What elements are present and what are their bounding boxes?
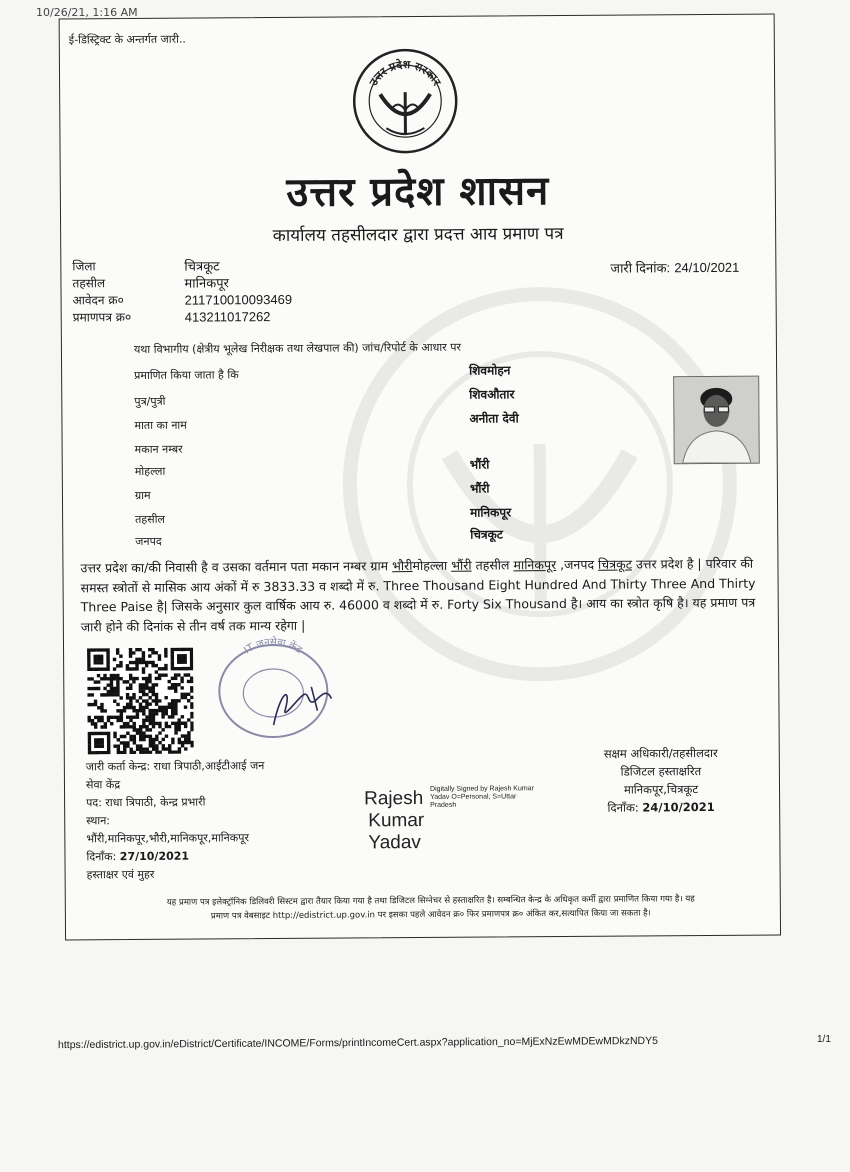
field-label: माता का नाम [134,418,186,433]
page-number: 1/1 [817,1034,831,1045]
stamp-text: IT जनसेवा केंद्र [242,636,304,657]
field-value: भौंरी [470,480,490,497]
field-label: पुत्र/पुत्री [134,394,165,409]
issuer-details [86,757,265,884]
village-name: भौरी [392,558,412,573]
meta-row-district [72,257,292,276]
field-value: भौंरी [470,456,490,473]
body-text: ,जनपद [556,557,598,572]
field-label: प्रमाणित किया जाता है कि [134,367,239,383]
body-text: उत्तर प्रदेश है | परिवार की समस्त स्त्रोतों से मासिक आय अंकों में रु 3833.33 व शब्दो में रु. Three Thousand Eight Hundred And Thirty Three And Thirty Three Paise है| जिसके अनुसार कुल वार्षिक आय रु. 46000 व शब्दो में रु. Forty Six Thousand है। आय का स्त्रोत कृषि है। यह प्रमाण पत्र जारी होने की दिनांक से तीन वर्ष तक मान्य रहेगा | [81,556,756,634]
print-timestamp: 10/26/21, 1:16 AM [36,6,138,19]
footer-note [87,892,775,925]
certificate-body-paragraph [80,554,757,637]
tehsil-name: मानिकपूर [513,557,556,572]
footer-note-line: प्रमाण पत्र वेबसाइट http://edistrict.up.gov.in पर इसका पहले आवेदन क्र० फिर प्रमाणपत्र क्र० अंकित कर,सत्यापित किया जा सकता है। [87,906,775,925]
svg-text:उत्तर प्रदेश सरकार [366,57,443,89]
intro-text: यथा विभागीय (क्षेत्रीय भूलेख निरीक्षक तथा लेखपाल की) जांच/रिपोर्ट के आधार पर [134,340,461,357]
issuer-center-cont: सेवा केंद्र [86,775,265,794]
qr-code-icon [87,648,194,755]
field-label: तहसील [135,512,165,527]
field-value: मानिकपूर [470,503,511,520]
svg-text:IT जनसेवा केंद्र [242,636,304,657]
meta-label: आवेदन क्र० [73,292,185,310]
signer-name-line: Kumar [364,810,424,832]
field-value: चित्रकूट [470,525,503,542]
digital-signature-name [364,788,424,854]
issue-date-value: 24/10/2021 [674,260,739,275]
digital-signature-note: Digitally Signed by Rajesh Kumar Yadav O=Personal, S=Uttar Pradesh [430,785,540,810]
issuer-place: भौंरी,मानिकपूर,भौरी,मानिकपूर,मानिकपूर [86,829,265,848]
authority-date [566,798,756,817]
signer-name-line: Yadav [364,832,424,854]
footer-note-line: यह प्रमाण पत्र इलेक्ट्रॉनिक डिलिवरी सिस्टम द्वारा तैयार किया गया है तथा डिजिटल सिग्नेचर से हस्ताक्षरित है। सम्बन्धित केन्द्र के अधिकृत कर्मी द्वारा प्रमाणित किया गया है। यह [87,892,775,911]
meta-value: चित्रकूट [184,257,219,274]
field-value: अनीता देवी [469,409,518,426]
page-url: https://edistrict.up.gov.in/eDistrict/Certificate/INCOME/Forms/printIncomeCert.aspx?application_no=MjExNzEwMDEwMDkzNDY5 [58,1035,658,1051]
field-value: शिवऔतार [469,385,514,402]
certificate-meta [72,257,292,327]
meta-label: तहसील [72,275,184,293]
meta-value: 413211017262 [185,308,271,326]
issue-date [610,258,739,277]
body-text: तहसील [472,557,514,572]
field-label: जनपद [135,534,161,549]
issue-date-label: जारी दिनांक: [610,260,670,275]
applicant-photo [673,376,760,465]
district-name: चित्रकूट [598,557,632,572]
meta-value: मानिकपूर [184,274,229,291]
meta-row-application-no [73,291,293,310]
body-text: उत्तर प्रदेश का/की निवासी है व उसका वर्तमान पता मकान नम्बर ग्राम [80,558,392,575]
meta-value: 211710010093469 [185,291,293,309]
center-stamp-icon [211,628,352,739]
authority-signed: डिजिटल हस्ताक्षरित [566,762,756,781]
locality-name: भौंरी [451,558,471,573]
issuer-designation: पद: राधा त्रिपाठी, केन्द्र प्रभारी [86,793,265,812]
meta-label: जिला [72,258,184,276]
issuer-date-label: दिनाँक: [86,850,119,863]
issuer-center: जारी कर्ता केन्द्र: राधा त्रिपाठी,आईटीआई जन [86,757,265,776]
body-text: मोहल्ला [412,558,451,573]
field-label: ग्राम [135,488,151,503]
emblem-text: उत्तर प्रदेश सरकार [366,57,443,89]
office-title: कार्यालय तहसीलदार द्वारा प्रदत्त आय प्रमाण पत्र [148,220,688,247]
authority-block [566,744,756,817]
signature-seal-label: हस्ताक्षर एवं मुहर [87,865,266,884]
field-label: मोहल्ला [135,464,166,479]
authority-title: सक्षम अधिकारी/तहसीलदार [566,744,756,763]
meta-row-certificate-no [73,308,293,327]
field-value: शिवमोहन [469,361,510,378]
meta-label: प्रमाणपत्र क्र० [73,309,185,327]
issuer-place-label: स्थान: [86,811,265,830]
signer-name-line: Rajesh [364,788,424,810]
meta-row-tehsil [72,274,292,293]
issued-under-text: ई-डिस्ट्रिक्ट के अन्तर्गत जारी.. [69,32,186,48]
issuer-date-value: 27/10/2021 [120,850,189,863]
government-title: उत्तर प्रदेश शासन [148,160,688,219]
up-emblem-icon [352,48,459,155]
authority-date-label: दिनाँक: [607,800,642,814]
issuer-date [86,847,265,866]
field-label: मकान नम्बर [135,442,183,457]
authority-location: मानिकपूर,चित्रकूट [566,780,756,799]
authority-date-value: 24/10/2021 [642,800,715,815]
